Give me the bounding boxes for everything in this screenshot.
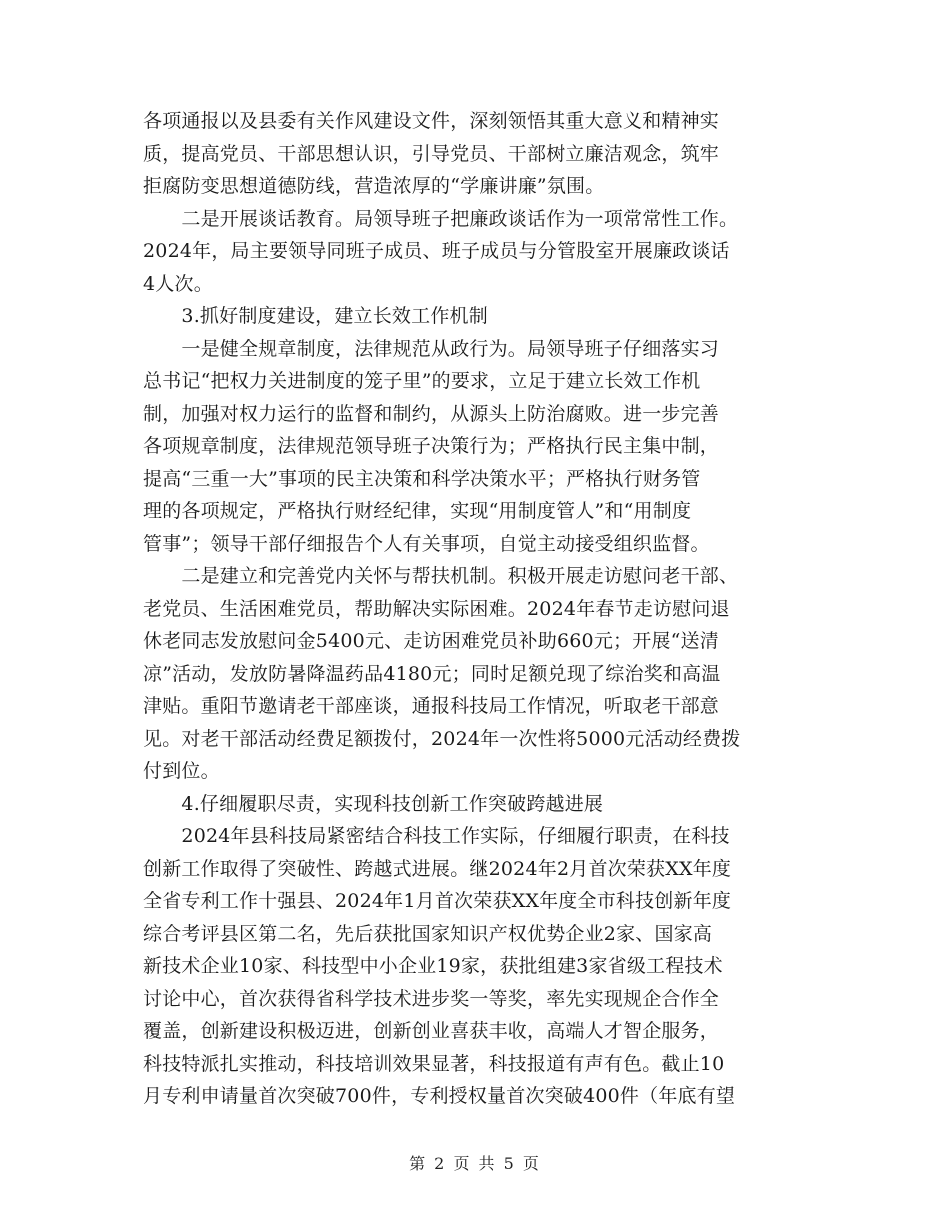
text-line: 各项通报以及县委有关作风建设文件，深刻领悟其重大意义和精神实 xyxy=(143,110,720,132)
text-line: 管事”；领导干部仔细报告个人有关事项，自觉主动接受组织监督。 xyxy=(143,532,710,555)
text-line: 讨论中心，首次获得省科学技术进步奖一等奖，率先实现规企合作全 xyxy=(143,987,720,1010)
text-line: 总书记“把权力关进制度的笼子里”的要求，立足于建立长效工作机 xyxy=(143,370,701,392)
text-line: 新技术企业10家、科技型中小企业19家，获批组建3家省级工程技术 xyxy=(143,955,723,977)
text-line: 各项规章制度，法律规范领导班子决策行为；严格执行民主集中制， xyxy=(143,435,720,457)
text-line: 覆盖，创新建设积极迈进，创新创业喜获丰收，高端人才智企服务， xyxy=(143,1020,720,1042)
text-line: 二是开展谈话教育。局领导班子把廉政谈话作为一项常常性工作。 xyxy=(143,207,739,230)
text-line: 3.抓好制度建设，建立长效工作机制 xyxy=(143,305,488,327)
text-line: 一是健全规章制度，法律规范从政行为。局领导班子仔细落实习 xyxy=(143,337,720,360)
text-line: 凉”活动，发放防暑降温药品4180元；同时足额兑现了综治奖和高温 xyxy=(143,662,721,685)
text-line: 4.仔细履职尽责，实现科技创新工作突破跨越进展 xyxy=(143,792,604,815)
text-line: 科技特派扎实推动，科技培训效果显著，科技报道有声有色。截止10 xyxy=(143,1052,725,1075)
page-footer: 第 2 页 共 5 页 xyxy=(409,1154,541,1173)
text-line: 拒腐防变思想道德防线，营造浓厚的“学廉讲廉”氛围。 xyxy=(143,175,605,197)
text-line: 2024年县科技局紧密结合科技工作实际，仔细履行职责，在科技 xyxy=(143,825,730,847)
text-line: 理的各项规定，严格执行财经纪律，实现“用制度管人”和“用制度 xyxy=(143,500,692,522)
text-line: 二是建立和完善党内关怀与帮扶机制。积极开展走访慰问老干部、 xyxy=(143,565,739,587)
text-line: 2024年，局主要领导同班子成员、班子成员与分管股室开展廉政谈话 xyxy=(143,240,730,262)
document-body xyxy=(143,105,813,1113)
text-line: 休老同志发放慰问金5400元、走访困难党员补助660元；开展“送清 xyxy=(143,630,719,652)
text-line: 见。对老干部活动经费足额拨付，2024年一次性将5000元活动经费拨 xyxy=(143,727,741,750)
text-line: 付到位。 xyxy=(143,760,220,782)
text-line: 津贴。重阳节邀请老干部座谈，通报科技局工作情况，听取老干部意 xyxy=(143,695,720,717)
text-line: 提高“三重一大”事项的民主决策和科学决策水平；严格执行财务管 xyxy=(143,467,701,490)
text-line: 4人次。 xyxy=(143,272,213,295)
text-line: 综合考评县区第二名，先后获批国家知识产权优势企业2家、国家高 xyxy=(143,922,713,945)
text-line: 老党员、生活困难党员，帮助解决实际困难。2024年春节走访慰问退 xyxy=(143,597,730,620)
text-line: 全省专利工作十强县、2024年1月首次荣获XX年度全市科技创新年度 xyxy=(143,890,732,912)
text-line: 制，加强对权力运行的监督和制约，从源头上防治腐败。进一步完善 xyxy=(143,402,720,425)
text-line: 质，提高党员、干部思想认识，引导党员、干部树立廉洁观念，筑牢 xyxy=(143,142,720,165)
text-line: 月专利申请量首次突破700件，专利授权量首次突破400件（年底有望 xyxy=(143,1085,736,1107)
text-line: 创新工作取得了突破性、跨越式进展。继2024年2月首次荣获XX年度 xyxy=(143,857,732,880)
